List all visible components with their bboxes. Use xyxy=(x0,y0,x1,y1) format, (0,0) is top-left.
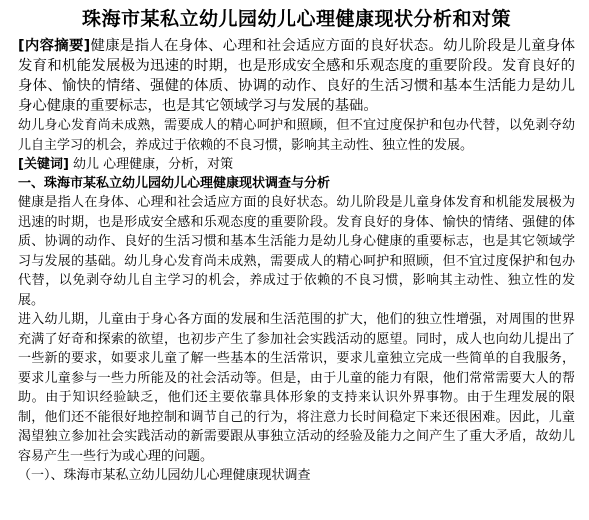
abstract-paragraph xyxy=(18,36,575,116)
keywords-line xyxy=(18,155,575,174)
section-1-heading: 一、珠海市某私立幼儿园幼儿心理健康现状调查与分析 xyxy=(18,176,331,191)
body-paragraph-2: 进入幼儿期，儿童由于身心各方面的发展和生活范围的扩大，他们的独立性增强，对周围的世界充满了好奇和探索的欲望，也初步产生了参加社会实践活动的愿望。同时，成人也向幼儿提出了一些新的要求，如要求儿童了解一些基本的生活常识，要求儿童独立完成一些简单的自我服务，要求儿童参与一些力所能及的社会活动等。但是，由于儿童的能力有限，他们常常需要大人的帮助。由于知识经验缺乏，他们还主要依靠具体形象的支持来认识外界事物。由于生理发展的限制，他们还不能很好地控制和调节自己的行为，将注意力长时间稳定下来还很困难。因此，儿童渴望独立参加社会实践活动的新需要跟从事独立活动的经验及能力之间产生了重大矛盾，故幼儿容易产生一些行为或心理的问题。 xyxy=(18,312,575,464)
abstract-text: 健康是指人在身体、心理和社会适应方面的良好状态。幼儿阶段是儿童身体发育和机能发展极为迅速的时期，也是形成安全感和乐观态度的重要阶段。发育良好的身体、愉快的情绪、强健的体质、协调的动作、良好的生活习惯和基本生活能力是幼儿身心健康的重要标志，也是其它领域学习与发展的基础。 xyxy=(18,38,575,114)
keywords-text: 幼儿 心理健康，分析，对策 xyxy=(68,157,234,172)
document-title: 珠海市某私立幼儿园幼儿心理健康现状分析和对策 xyxy=(81,8,511,30)
keywords-label: [关键词] xyxy=(18,157,69,172)
abstract-paragraph-2: 幼儿身心发育尚未成熟，需要成人的精心呵护和照顾，但不宜过度保护和包办代替，以免剥夺幼儿自主学习的机会，养成过于依赖的不良习惯，影响其主动性、独立性的发展。 xyxy=(18,118,575,153)
body-paragraph-1: 健康是指人在身体、心理和社会适应方面的良好状态。幼儿阶段是儿童身体发育和机能发展极为迅速的时期，也是形成安全感和乐观态度的重要阶段。发育良好的身体、愉快的情绪、强健的体质、协调的动作、良好的生活习惯和基本生活能力是幼儿身心健康的重要标志，也是其它领域学习与发展的基础。幼儿身心发育尚未成熟，需要成人的精心呵护和照顾，但不宜过度保护和包办代替，以免剥夺幼儿自主学习的机会，养成过于依赖的不良习惯，影响其主动性、独立性的发展。 xyxy=(18,195,575,308)
subsection-1-heading: （一）、珠海市某私立幼儿园幼儿心理健康现状调查 xyxy=(18,468,311,483)
abstract-label: [内容摘要] xyxy=(18,38,91,54)
